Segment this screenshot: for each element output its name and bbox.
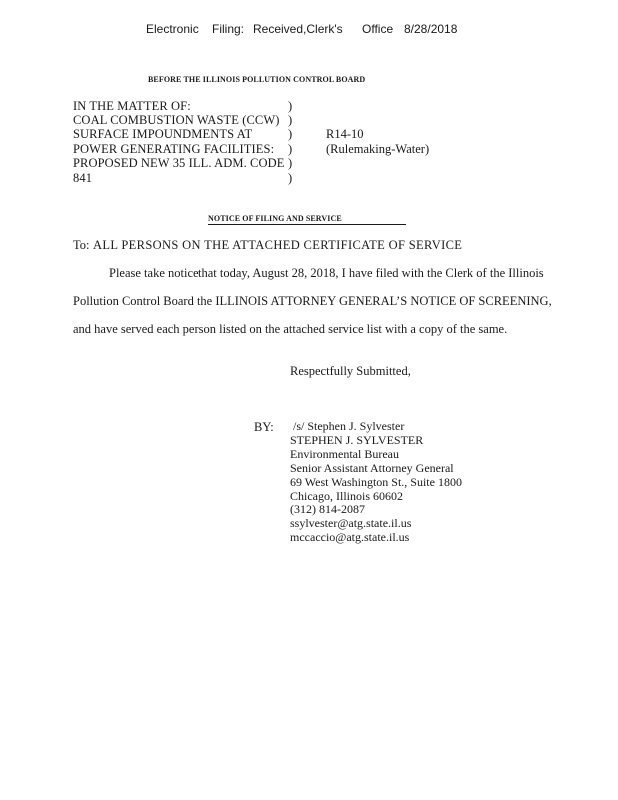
email-link-2[interactable]: mccaccio@atg.state.il.us [290, 530, 410, 544]
address-line-2: Chicago, Illinois 60602 [290, 489, 403, 503]
caption-line-3: SURFACE IMPOUNDMENTS AT [73, 127, 253, 141]
docket-number: R14-10 [326, 127, 364, 141]
body-line-1a: Please take notice [109, 266, 199, 280]
closing-text: Respectfully Submitted, [290, 364, 411, 378]
caption-paren: ) [288, 113, 293, 127]
header-office: Office [362, 22, 394, 36]
header-date: 8/28/2018 [404, 22, 458, 36]
signer-name: STEPHEN J. SYLVESTER [290, 433, 424, 447]
header-filing: Filing: [212, 22, 245, 36]
to-label: To: [73, 238, 90, 252]
electronic-signature: /s/ Stephen J. Sylvester [293, 419, 405, 433]
phone-number: (312) 814-2087 [290, 502, 365, 516]
body-line-1b: that today, August 28, 2018, I have filed with the Clerk of the Illinois [198, 266, 544, 280]
caption-paren: ) [288, 171, 293, 185]
notice-title: NOTICE OF FILING AND SERVICE [208, 214, 342, 223]
caption-line-4: POWER GENERATING FACILITIES: [73, 142, 275, 156]
caption-paren: ) [288, 142, 293, 156]
body-line-2: Pollution Control Board the ILLINOIS ATTORNEY GENERAL’S NOTICE OF SCREENING, [73, 294, 552, 308]
signer-bureau: Environmental Bureau [290, 447, 399, 461]
header-electronic: Electronic [146, 22, 199, 36]
caption-paren: ) [288, 156, 293, 170]
rulemaking-type: (Rulemaking-Water) [326, 142, 430, 156]
board-title: BEFORE THE ILLINOIS POLLUTION CONTROL BOARD [148, 75, 366, 84]
to-recipients: ALL PERSONS ON THE ATTACHED CERTIFICATE OF SERVICE [93, 238, 463, 252]
caption-paren: ) [288, 99, 293, 113]
caption-line-5: PROPOSED NEW 35 ILL. ADM. CODE [73, 156, 285, 170]
email-link-1[interactable]: ssylvester@atg.state.il.us [290, 516, 412, 530]
address-line-1: 69 West Washington St., Suite 1800 [290, 475, 462, 489]
caption-paren: ) [288, 127, 293, 141]
header-received: Received,Clerk's [253, 22, 343, 36]
by-label: BY: [254, 420, 274, 434]
signer-title: Senior Assistant Attorney General [290, 461, 454, 475]
caption-line-6: 841 [73, 171, 93, 185]
caption-line-2: COAL COMBUSTION WASTE (CCW) [73, 113, 280, 127]
notice-title-underline [208, 224, 406, 225]
caption-line-1: IN THE MATTER OF: [73, 99, 191, 113]
body-line-3: and have served each person listed on the attached service list with a copy of the same. [73, 322, 508, 336]
